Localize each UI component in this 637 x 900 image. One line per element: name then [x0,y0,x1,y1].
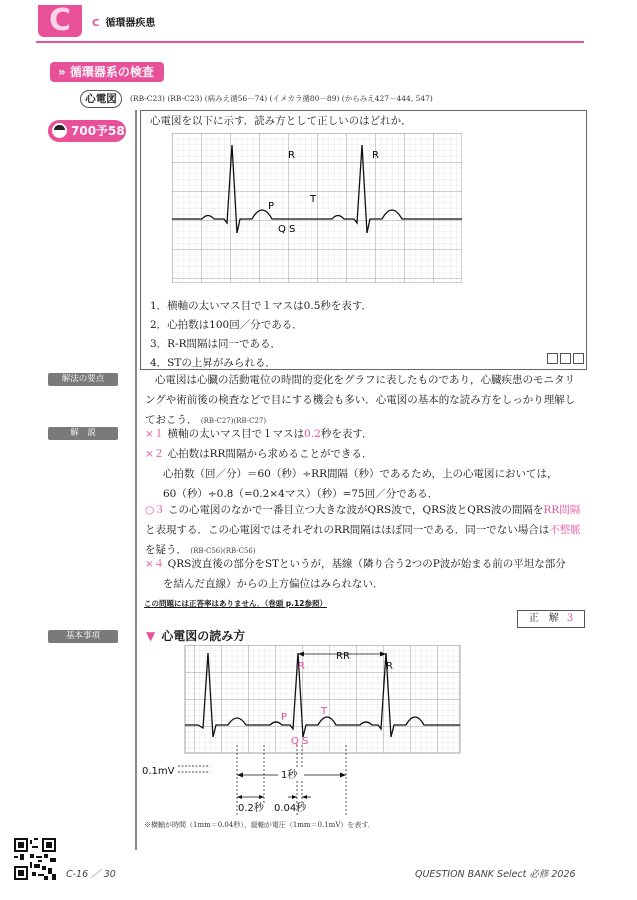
explanation-3-highlight-rr: RR間隔 [543,504,581,516]
mark-3: ○３ [145,504,165,516]
mark-2: ×２ [145,448,165,460]
check-box-3[interactable] [573,353,584,364]
explanation-1-highlight: 0.2 [304,428,321,440]
basics-label-qs: Q S [291,736,309,747]
question-id: 700予58 [71,124,125,138]
option-4: 4．STの上昇がみられる． [150,357,276,369]
rr-label: RR [336,651,350,662]
qr-code[interactable] [14,838,56,880]
mark-4: ×４ [145,558,165,570]
key-points-body: 心電図は心臓の活動電位の時間的変化をグラフに表したものであり，心臓疾患のモニタリングや術前後の検査などで目にする機会も多い．心電図の基本的な読み方をしっかり理解しておこう． [145,374,576,426]
one-sec-label: 1秒 [281,770,298,781]
explanation-2-a: 心拍数はRR間隔から求めることができる． [167,448,373,460]
ecg-grid [172,133,462,283]
explanation-3-c: を疑う． [145,544,187,556]
label-qs: Q S [278,224,296,235]
basics-label-t: T [321,706,328,717]
triangle-down-icon: ▼ [146,629,156,643]
point2-arrow-right [259,795,264,799]
answer-label: 正 解 [528,613,559,624]
label-r1: R [288,150,295,161]
topic-tag: 心電図 [80,90,122,108]
basics-title [146,627,245,644]
option-3: 3．R-R間隔は同一である． [150,338,282,350]
page-number: C-16 ／ 30 [66,869,116,880]
point04-arrow-left [292,795,297,799]
explanation-3-a: この心電図のなかで一番目立つ大きな波がQRS波で，QRS波とQRS波の間隔を [168,504,544,516]
label-key-points: 解法の要点 [48,373,118,386]
basics-ecg-figure [140,645,470,820]
key-points-text [145,370,585,431]
option-1: 1．横軸の太いマス目で１マスは0.5秒を表す． [150,300,373,312]
explanation-3-b: と表現する．この心電図ではそれぞれのRR間隔はほぼ同一である．同一でない場合は [145,524,550,536]
section-banner: » 循環器系の検査 [50,62,164,82]
answer-value: 3 [566,613,574,624]
margin-rule [135,110,137,850]
header-divider [36,41,584,43]
explanation-3 [145,500,585,561]
mv-label: 0.1mV [142,766,175,777]
point04-arrow-right [302,795,307,799]
one-sec-arrow-right [340,773,346,778]
explanation-2-b: 心拍数（回／分）＝60（秒）÷RR間隔（秒）であるため，上の心電図においては， [163,468,558,480]
check-box-2[interactable] [560,353,571,364]
question-id-badge [48,120,126,142]
section-letter: C [92,18,100,29]
check-box-1[interactable] [547,353,558,364]
option-2: 2．心拍数は100回／分である． [150,319,303,331]
label-basics: 基本事項 [48,630,118,643]
explanation-2 [145,444,585,464]
figure-note: ※横軸が時間（1mm＝0.04秒），縦軸が電圧（1mm＝0.1mV）を表す． [144,821,375,829]
explanation-1-pre: 横軸の太いマス目で１マスは [167,428,305,440]
label-t: T [310,194,317,205]
explanation-1-post: 秒を表す． [320,428,373,440]
explanation-4 [145,554,585,574]
explanation-2-c: 60（秒）÷0.8（=0.2×4マス）（秒）=75回／分である． [163,488,439,500]
answer-box [517,610,585,628]
chapter-letter: C [48,3,72,38]
chapter-title [92,14,155,29]
accuracy-note: この問題には正答率はありません．（巻頭 p.12参照） [144,599,327,608]
topic-refs: (RB-C23) (RB-C23) (病みえ循56－74) (イメカラ循80－89) (からみえ427－444, 547) [130,94,433,103]
point2-arrow-left [237,795,242,799]
explanation-1 [145,424,585,444]
question-ecg-figure [172,133,462,283]
explanation-3-highlight-arrhythmia: 不整脈 [549,524,581,536]
one-sec-arrow-left [237,773,243,778]
student-face-icon [52,123,67,138]
label-r2: R [372,150,379,161]
basics-ecg-grid [185,645,460,753]
mark-1: ×１ [145,428,165,440]
label-p: P [268,201,275,212]
explanation-4-a: QRS波直後の部分をSTというが，基線（隣り合う2つのP波が始まる前の平坦な部分 [167,558,566,570]
section-title: 循環器疾患 [105,18,156,29]
basics-label-p: P [281,712,288,723]
basics-label-r2: R [386,661,393,672]
point04-sec-label: 0.04秒 [274,803,307,814]
basics-label-r1: R [298,661,305,672]
basics-title-text: 心電図の読み方 [161,629,246,643]
point2-sec-label: 0.2秒 [238,803,264,814]
label-explanation: 解 説 [48,427,118,440]
explanation-3-ref: (RB-C56)(RB-C56) [190,547,256,555]
book-title: QUESTION BANK Select 必修 2026 [415,869,576,880]
key-points-ref: (RB-C27)(RB-C27) [200,417,267,425]
question-stem: 心電図を以下に示す．読み方として正しいのはどれか． [150,115,412,127]
explanation-4-b: を結んだ直線）からの上方偏位はみられない． [163,578,384,590]
